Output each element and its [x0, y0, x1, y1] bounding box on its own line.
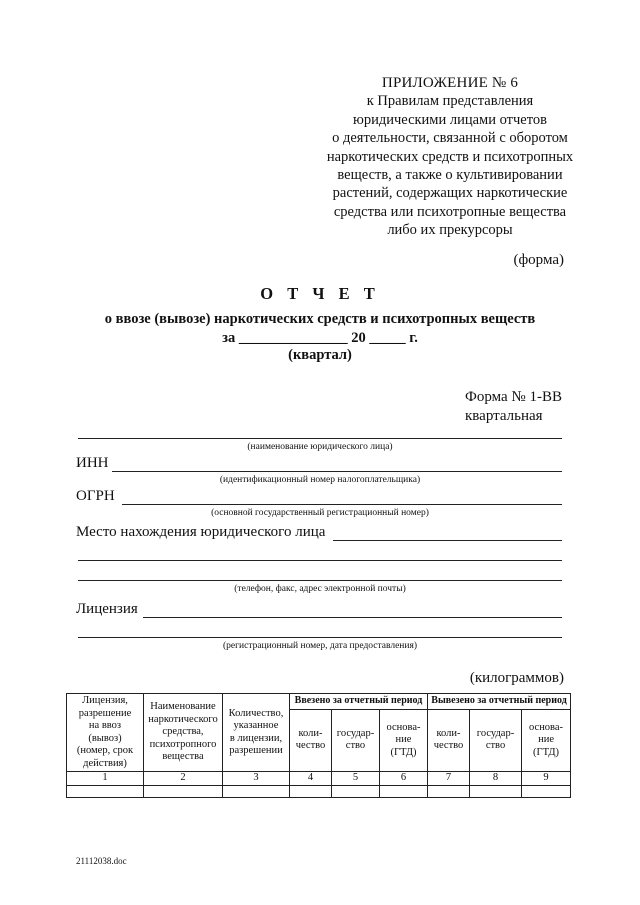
column-number: 4: [290, 772, 332, 786]
ogrn-line[interactable]: [122, 504, 562, 505]
table-cell[interactable]: [67, 785, 144, 797]
appendix-line: наркотических средств и психотропных: [326, 148, 574, 165]
appendix-title: ПРИЛОЖЕНИЕ № 6: [381, 75, 519, 91]
header-exported-group: Вывезено за отчетный период: [428, 694, 571, 710]
table-cell[interactable]: [522, 785, 571, 797]
entity-name-caption: (наименование юридического лица): [247, 442, 393, 452]
ogrn-caption: (основной государственный регистрационный номер): [211, 508, 429, 518]
column-number: 7: [428, 772, 470, 786]
report-quarter: (квартал): [288, 347, 352, 363]
ogrn-label: ОГРН: [76, 488, 115, 504]
appendix-line: веществ, а также о культивировании: [337, 167, 563, 184]
report-title: О Т Ч Е Т: [260, 284, 380, 303]
appendix-line: растений, содержащих наркотические: [332, 185, 568, 202]
appendix-line: средства или психотропные вещества: [333, 203, 567, 220]
header-export-country: государ- ство: [470, 709, 522, 772]
table-cell[interactable]: [144, 785, 223, 797]
form-label: (форма): [513, 252, 564, 268]
appendix-line: юридическими лицами отчетов: [353, 111, 547, 128]
appendix-line: либо их прекурсоры: [387, 222, 513, 239]
report-subtitle: о ввозе (вывозе) наркотических средств и психотропных веществ: [104, 311, 536, 327]
contacts-caption: (телефон, факс, адрес электронной почты): [234, 584, 406, 594]
license-line[interactable]: [143, 617, 562, 618]
form-number: [465, 388, 562, 426]
form-number-line: Форма № 1-ВВ: [465, 389, 562, 405]
header-licensed-quantity: Количество, указанное в лицензии, разрешении: [223, 694, 290, 772]
column-number: 5: [332, 772, 380, 786]
header-import-quantity: коли- чество: [290, 709, 332, 772]
footer-filename: 21112038.doc: [76, 856, 127, 866]
header-import-basis: основа- ние (ГТД): [380, 709, 428, 772]
header-license: Лицензия, разрешение на ввоз (вывоз) (номер, срок действия): [67, 694, 144, 772]
column-numbers-row: [67, 772, 571, 786]
column-number: 6: [380, 772, 428, 786]
location-line-2[interactable]: [78, 560, 562, 561]
table-cell[interactable]: [380, 785, 428, 797]
inn-line[interactable]: [112, 471, 562, 472]
contacts-line[interactable]: [78, 580, 562, 581]
column-number: 2: [144, 772, 223, 786]
appendix-line: о деятельности, связанной с оборотом: [332, 130, 568, 147]
license-line-2[interactable]: [78, 637, 562, 638]
inn-label: ИНН: [76, 455, 109, 471]
header-import-country: государ- ство: [332, 709, 380, 772]
table-cell[interactable]: [332, 785, 380, 797]
table-cell[interactable]: [290, 785, 332, 797]
column-number: 8: [470, 772, 522, 786]
column-number: 3: [223, 772, 290, 786]
form-number-period: квартальная: [465, 408, 543, 424]
report-table: [66, 693, 571, 798]
table-cell[interactable]: [428, 785, 470, 797]
license-label: Лицензия: [76, 601, 138, 617]
appendix-line: к Правилам представления: [366, 93, 534, 110]
units-label: (килограммов): [469, 670, 564, 686]
license-caption: (регистрационный номер, дата предоставления): [223, 641, 417, 651]
column-number: 1: [67, 772, 144, 786]
column-number: 9: [522, 772, 571, 786]
table-cell[interactable]: [470, 785, 522, 797]
header-substance-name: Наименование наркотического средства, психотропного вещества: [144, 694, 223, 772]
report-period: за _______________ 20 _____ г.: [222, 330, 418, 346]
location-line[interactable]: [333, 540, 562, 541]
table-cell[interactable]: [223, 785, 290, 797]
header-export-quantity: коли- чество: [428, 709, 470, 772]
table-row[interactable]: [67, 785, 571, 797]
appendix-header: [300, 74, 600, 240]
inn-caption: (идентификационный номер налогоплательщика): [219, 475, 421, 485]
header-export-basis: основа- ние (ГТД): [522, 709, 571, 772]
location-label: Место нахождения юридического лица: [76, 524, 326, 540]
header-imported-group: Ввезено за отчетный период: [290, 694, 428, 710]
entity-name-line[interactable]: [78, 438, 562, 439]
